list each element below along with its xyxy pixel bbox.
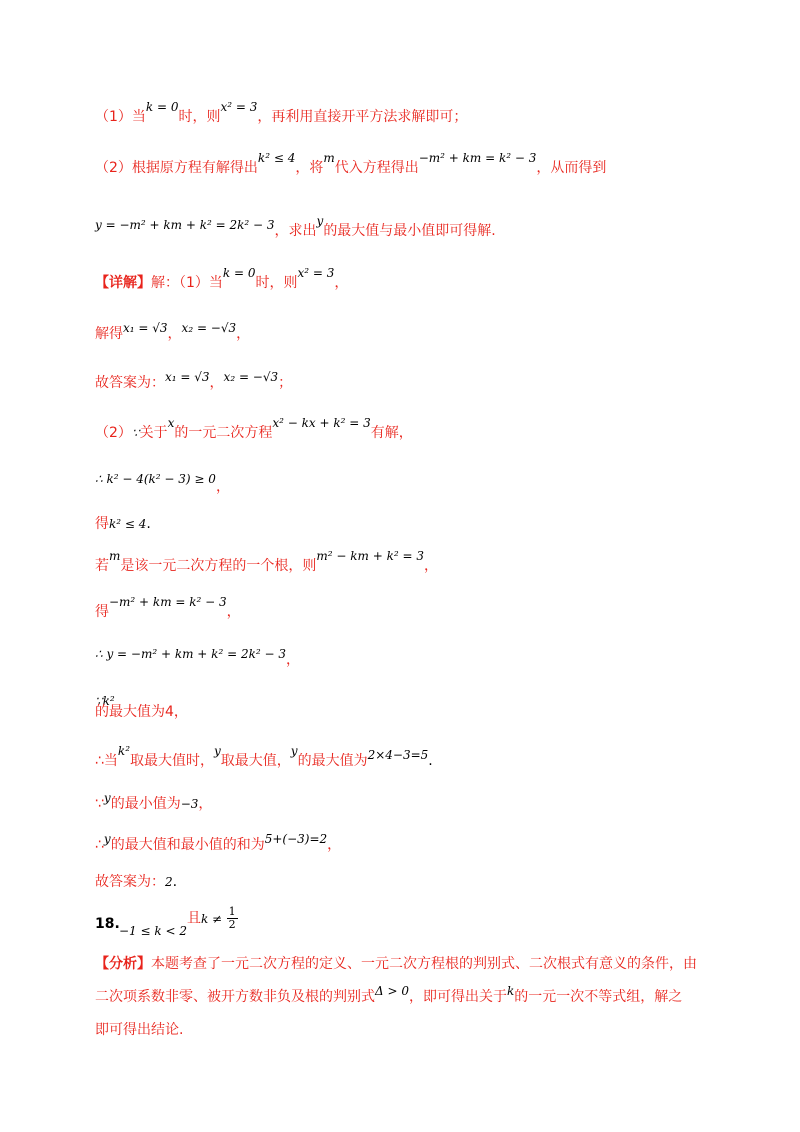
text: 故答案为： <box>95 375 165 391</box>
text: ， <box>236 326 251 342</box>
text: ， <box>167 326 182 342</box>
line-hint-2 <box>95 151 607 177</box>
line-q18-expr <box>119 905 238 938</box>
math-expr: k = 0 <box>222 266 256 280</box>
math-expr: x² − kx + k² = 3 <box>272 416 371 430</box>
text: 是该一元二次方程的一个根，则 <box>120 558 317 574</box>
question-number: 18. <box>95 916 120 932</box>
math-expr: 5+(−3)=2 <box>264 832 328 846</box>
line-max-k2 <box>95 703 188 721</box>
text: 解得 <box>95 326 123 342</box>
math-expr: 2 <box>165 875 173 889</box>
math-expr: m² − km + k² = 3 <box>316 549 424 563</box>
math-expr: x₁ = √3 <box>123 321 168 335</box>
text: . <box>172 874 178 890</box>
text: （1）当 <box>95 109 146 125</box>
text: 的最大值为 <box>297 753 368 769</box>
math-expr: ∴ y = −m² + km + k² = 2k² − 3 <box>95 647 286 661</box>
text: 有解， <box>370 425 413 441</box>
text: 即可得出结论. <box>95 1022 184 1038</box>
line-part-2 <box>95 416 413 442</box>
line-answer-2 <box>95 873 177 891</box>
text: ，即可得出关于 <box>408 989 507 1005</box>
math-expr: x <box>167 416 175 430</box>
fraction-one-half <box>227 906 238 931</box>
line-analysis-2 <box>95 984 683 1006</box>
line-analysis-3 <box>95 1021 183 1039</box>
line-result-k <box>95 515 151 533</box>
text: 时，则 <box>255 275 298 291</box>
text: 代入方程得出 <box>334 160 419 176</box>
line-min-y <box>95 791 213 813</box>
fraction-numerator: 1 <box>228 905 236 918</box>
math-expr: y <box>214 744 221 758</box>
line-solve <box>95 321 251 343</box>
math-expr: y = −m² + km + k² = 2k² − 3 <box>95 218 275 232</box>
math-expr: −m² + km = k² − 3 <box>418 151 537 165</box>
text: 解：（1）当 <box>151 275 223 291</box>
math-expr: m <box>323 151 335 165</box>
math-expr: x² = 3 <box>297 266 335 280</box>
text: 关于 <box>139 425 168 441</box>
section-tag: 【分析】 <box>95 956 151 972</box>
math-expr: y <box>103 832 111 846</box>
text: ， <box>209 375 224 391</box>
math-because: ∵ <box>131 426 140 440</box>
math-expr: −m² + km = k² − 3 <box>109 595 227 609</box>
text: ， <box>215 479 230 495</box>
line-y-expr <box>95 645 300 668</box>
math-expr: k = 0 <box>145 100 179 114</box>
text: 故答案为： <box>95 874 165 890</box>
text: 若 <box>95 558 109 574</box>
text: 取最大值时， <box>130 753 215 769</box>
text: ， <box>334 275 349 291</box>
text: . <box>146 516 151 532</box>
text: 的最大值和最小值的和为 <box>110 837 265 853</box>
text: 的最大值与最小值即可得解. <box>323 223 496 239</box>
math-expr: x₁ = √3 <box>165 370 210 384</box>
line-derive <box>95 595 241 621</box>
line-q18-answer <box>95 915 120 933</box>
text: 的一元二次方程 <box>174 425 273 441</box>
math-expr: ∴ k² − 4(k² − 3) ≥ 0 <box>95 472 216 486</box>
text: ， <box>424 558 438 574</box>
text: ， <box>198 796 213 812</box>
text: ，将 <box>295 160 324 176</box>
line-analysis-1 <box>95 955 697 973</box>
line-max-y <box>95 744 433 770</box>
math-expr: Δ > 0 <box>375 984 409 998</box>
math-expr: x₂ = −√3 <box>223 370 279 384</box>
line-hint-1 <box>95 100 468 126</box>
line-root-m <box>95 549 438 575</box>
math-expr: ∵k² <box>95 694 115 708</box>
text: 本题考查了一元二次方程的定义、一元二次方程根的判别式、二次根式有意义的条件，由 <box>151 956 697 972</box>
text: 二次项系数非零、被开方数非负及根的判别式 <box>95 989 375 1005</box>
math-expr: k ≠ <box>200 911 223 926</box>
text: 得 <box>95 516 109 532</box>
text: 时，则 <box>178 109 221 125</box>
text: （2）根据原方程有解得出 <box>95 160 258 176</box>
text: ∴ <box>95 837 104 853</box>
text: 的一元一次不等式组，解之 <box>514 989 683 1005</box>
math-expr: k² ≤ 4 <box>257 151 296 165</box>
line-discriminant <box>95 470 230 495</box>
text: ，从而得到 <box>536 160 607 176</box>
text: ∴当 <box>95 753 118 769</box>
text: ， <box>327 837 342 853</box>
fraction-denominator: 2 <box>228 918 236 931</box>
math-expr: y <box>103 791 111 805</box>
math-expr: m <box>109 549 121 563</box>
text: ， <box>226 604 241 620</box>
text: 取最大值， <box>220 753 291 769</box>
text: ∵ <box>95 796 104 812</box>
math-expr: k <box>506 984 515 998</box>
math-expr: y <box>316 214 324 228</box>
text: 的最小值为 <box>110 796 181 812</box>
math-expr: k² <box>117 744 131 758</box>
section-tag: 【详解】 <box>95 275 151 291</box>
line-answer-1 <box>95 370 293 392</box>
math-expr: 2×4−3=5 <box>367 748 429 762</box>
text: 且 <box>186 910 201 927</box>
text: ， <box>285 652 300 668</box>
math-expr: y <box>290 744 298 758</box>
text: ，再利用直接开平方法求解即可； <box>257 109 468 125</box>
text: 的最大值为4， <box>95 704 188 720</box>
math-expr: x₂ = −√3 <box>181 321 237 335</box>
math-expr: x² = 3 <box>220 100 258 114</box>
line-sum <box>95 832 342 854</box>
text: ，求出 <box>274 223 317 239</box>
text: 得 <box>95 604 109 620</box>
line-hint-3 <box>95 214 496 240</box>
math-expr: −1 ≤ k < 2 <box>119 923 187 938</box>
math-expr: −3 <box>180 797 199 811</box>
text: ； <box>278 375 293 391</box>
text: . <box>428 753 433 769</box>
line-detail-start <box>95 266 349 292</box>
text: （2） <box>95 425 132 441</box>
math-expr: k² ≤ 4 <box>109 517 147 531</box>
